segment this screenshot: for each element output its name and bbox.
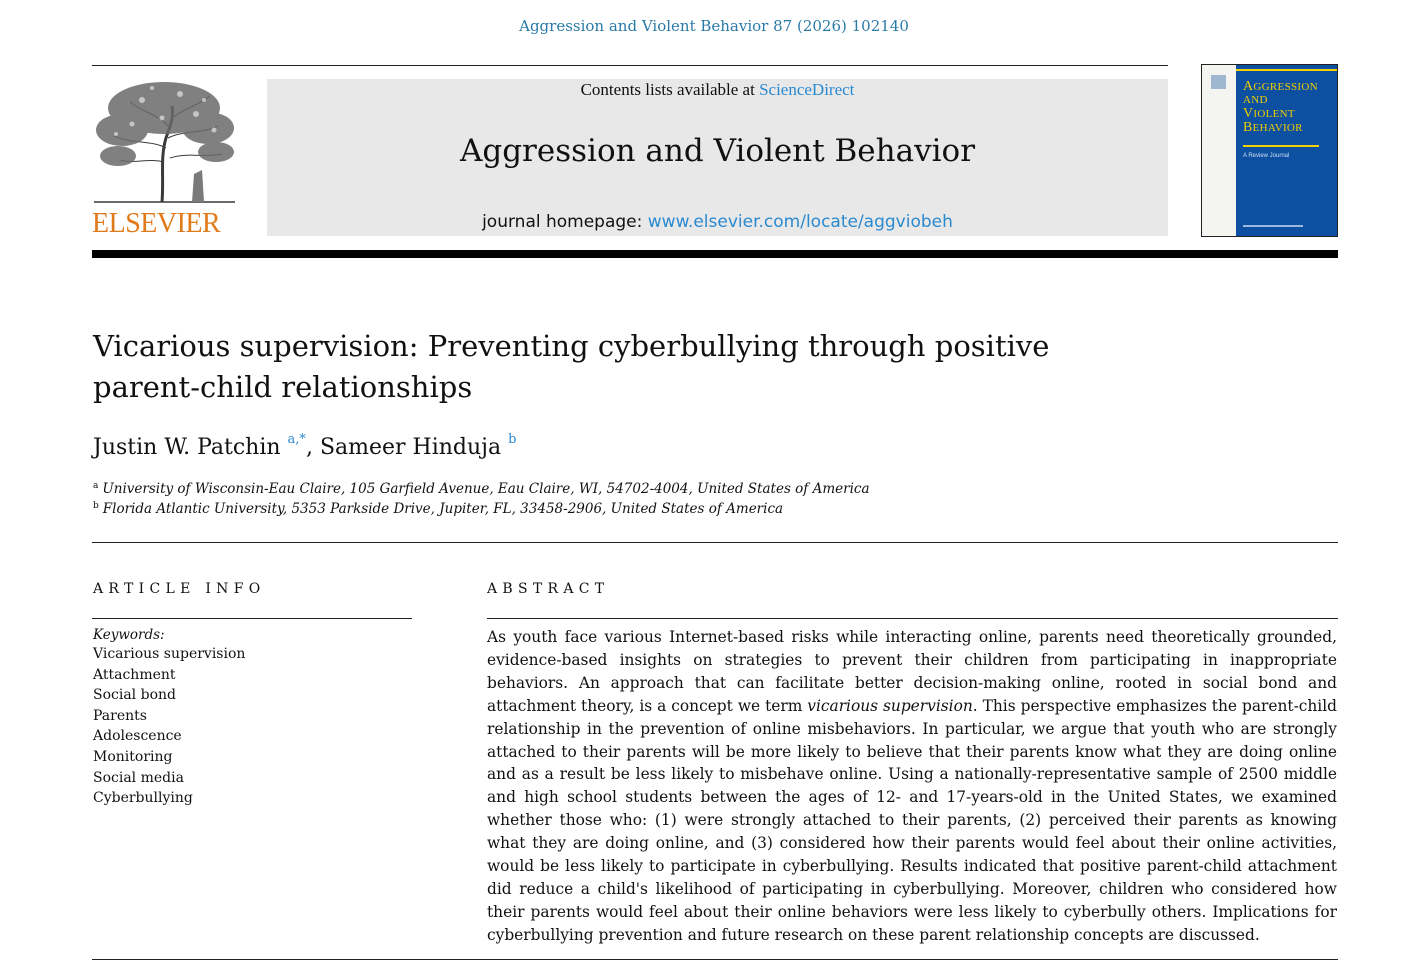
section-divider: [92, 542, 1338, 543]
abstract-bottom-rule: [92, 959, 1338, 960]
keyword-item: Social bond: [93, 687, 176, 704]
sciencedirect-link[interactable]: ScienceDirect: [759, 80, 855, 99]
article-title: [93, 326, 1073, 408]
author-name[interactable]: Sameer Hinduja: [319, 435, 502, 460]
abstract-text-before: As youth face various Internet-based risks while interacting online, parents need theoretically grounded, evidence-based insights on strategies to prevent their children from participating in inappropriate behaviors. An approach that can facilitate better decision-making online, rooted in social bond and attachment theory, is a concept we term: [487, 628, 1337, 715]
keyword-item: Attachment: [93, 666, 176, 683]
cover-subtitle: A Review Journal: [1243, 153, 1290, 159]
keyword-item: Monitoring: [93, 748, 173, 765]
article-info-heading: ARTICLE INFO: [93, 581, 266, 597]
abstract-text-after: . This perspective emphasizes the parent-child relationship in the prevention of online misbehaviors. In particular, we argue that youth who are strongly attached to their parents will be more likely to believe that their parents know what they are doing online and as a result be less likely to misbehave online. Using a nationally-representative sample of 2500 middle and high school students between the ages of 12- and 17-years-old in the United States, we examined whether those who: (1) were strongly attached to their parents, (2) perceived their parents as knowing what they are doing online, and (3) considered how their parents would feel about their online activities, would be less likely to participate in cyberbullying. Results indicated that positive parent-child attachment did reduce a child's likelihood of participating in cyberbullying. Moreover, children who considered how their parents would feel about their online behaviors were less likely to cyberbully others. Implications for cyberbullying prevention and future research on these parent relationship concepts are discussed.: [487, 696, 1337, 944]
abstract-heading: ABSTRACT: [487, 581, 610, 597]
elsevier-logo[interactable]: [92, 78, 237, 240]
affiliation-b: [93, 501, 783, 517]
affiliation-text: Florida Atlantic University, 5353 Parkside Drive, Jupiter, FL, 33458-2906, United States of America: [102, 501, 784, 517]
keyword-item: Cyberbullying: [93, 790, 193, 807]
abstract-italic-term: vicarious supervision: [807, 696, 973, 715]
journal-title[interactable]: Aggression and Violent Behavior: [459, 133, 976, 169]
header-thick-rule: [92, 250, 1338, 258]
journal-citation[interactable]: Aggression and Violent Behavior 87 (2026) 102140: [519, 17, 909, 35]
article-info-rule: [92, 618, 412, 619]
cover-footer-line: [1243, 225, 1303, 227]
affiliation-mark: a: [93, 481, 99, 491]
cover-mid-line: [1243, 145, 1319, 147]
affiliation-text: University of Wisconsin-Eau Claire, 105 Garfield Avenue, Eau Claire, WI, 54702-4004, United States of America: [102, 481, 870, 497]
article-title-line-2: parent-child relationships: [93, 370, 473, 404]
elsevier-tree-icon: [92, 78, 237, 206]
affiliation-a: [93, 481, 870, 497]
keyword-item: Adolescence: [93, 728, 182, 745]
keywords-list: [93, 644, 245, 809]
abstract-rule: [487, 618, 1338, 619]
journal-cover-image[interactable]: [1201, 64, 1338, 237]
cover-publisher-mark: [1211, 75, 1226, 89]
abstract-text: [487, 626, 1337, 947]
homepage-prefix: journal homepage:: [482, 212, 648, 232]
keywords-label: Keywords:: [93, 627, 165, 643]
keyword-item: Vicarious supervision: [93, 646, 246, 662]
author-affiliation-marks[interactable]: a,*: [287, 432, 306, 447]
keyword-item: Parents: [93, 707, 147, 724]
author-separator: ,: [305, 435, 320, 460]
journal-homepage: [267, 212, 1168, 232]
contents-prefix: Contents lists available at: [580, 80, 760, 99]
cover-top-line: [1236, 69, 1337, 71]
keyword-item: Social media: [93, 769, 184, 786]
contents-availability: [267, 80, 1168, 100]
journal-banner: [267, 79, 1168, 236]
author-name[interactable]: Justin W. Patchin: [93, 435, 281, 460]
author-affiliation-marks[interactable]: b: [508, 432, 517, 447]
elsevier-wordmark: ELSEVIER: [92, 208, 221, 239]
homepage-link[interactable]: www.elsevier.com/locate/aggviobeh: [647, 212, 953, 232]
author-list: [93, 432, 516, 460]
article-title-line-1: Vicarious supervision: Preventing cyberbullying through positive: [93, 329, 1050, 363]
cover-title: AGGRESSION AND VIOLENT BEHAVIOR: [1243, 79, 1318, 135]
cover-side-strip: [1202, 65, 1236, 236]
header-top-rule: [92, 65, 1168, 66]
affiliation-mark: b: [93, 501, 99, 511]
